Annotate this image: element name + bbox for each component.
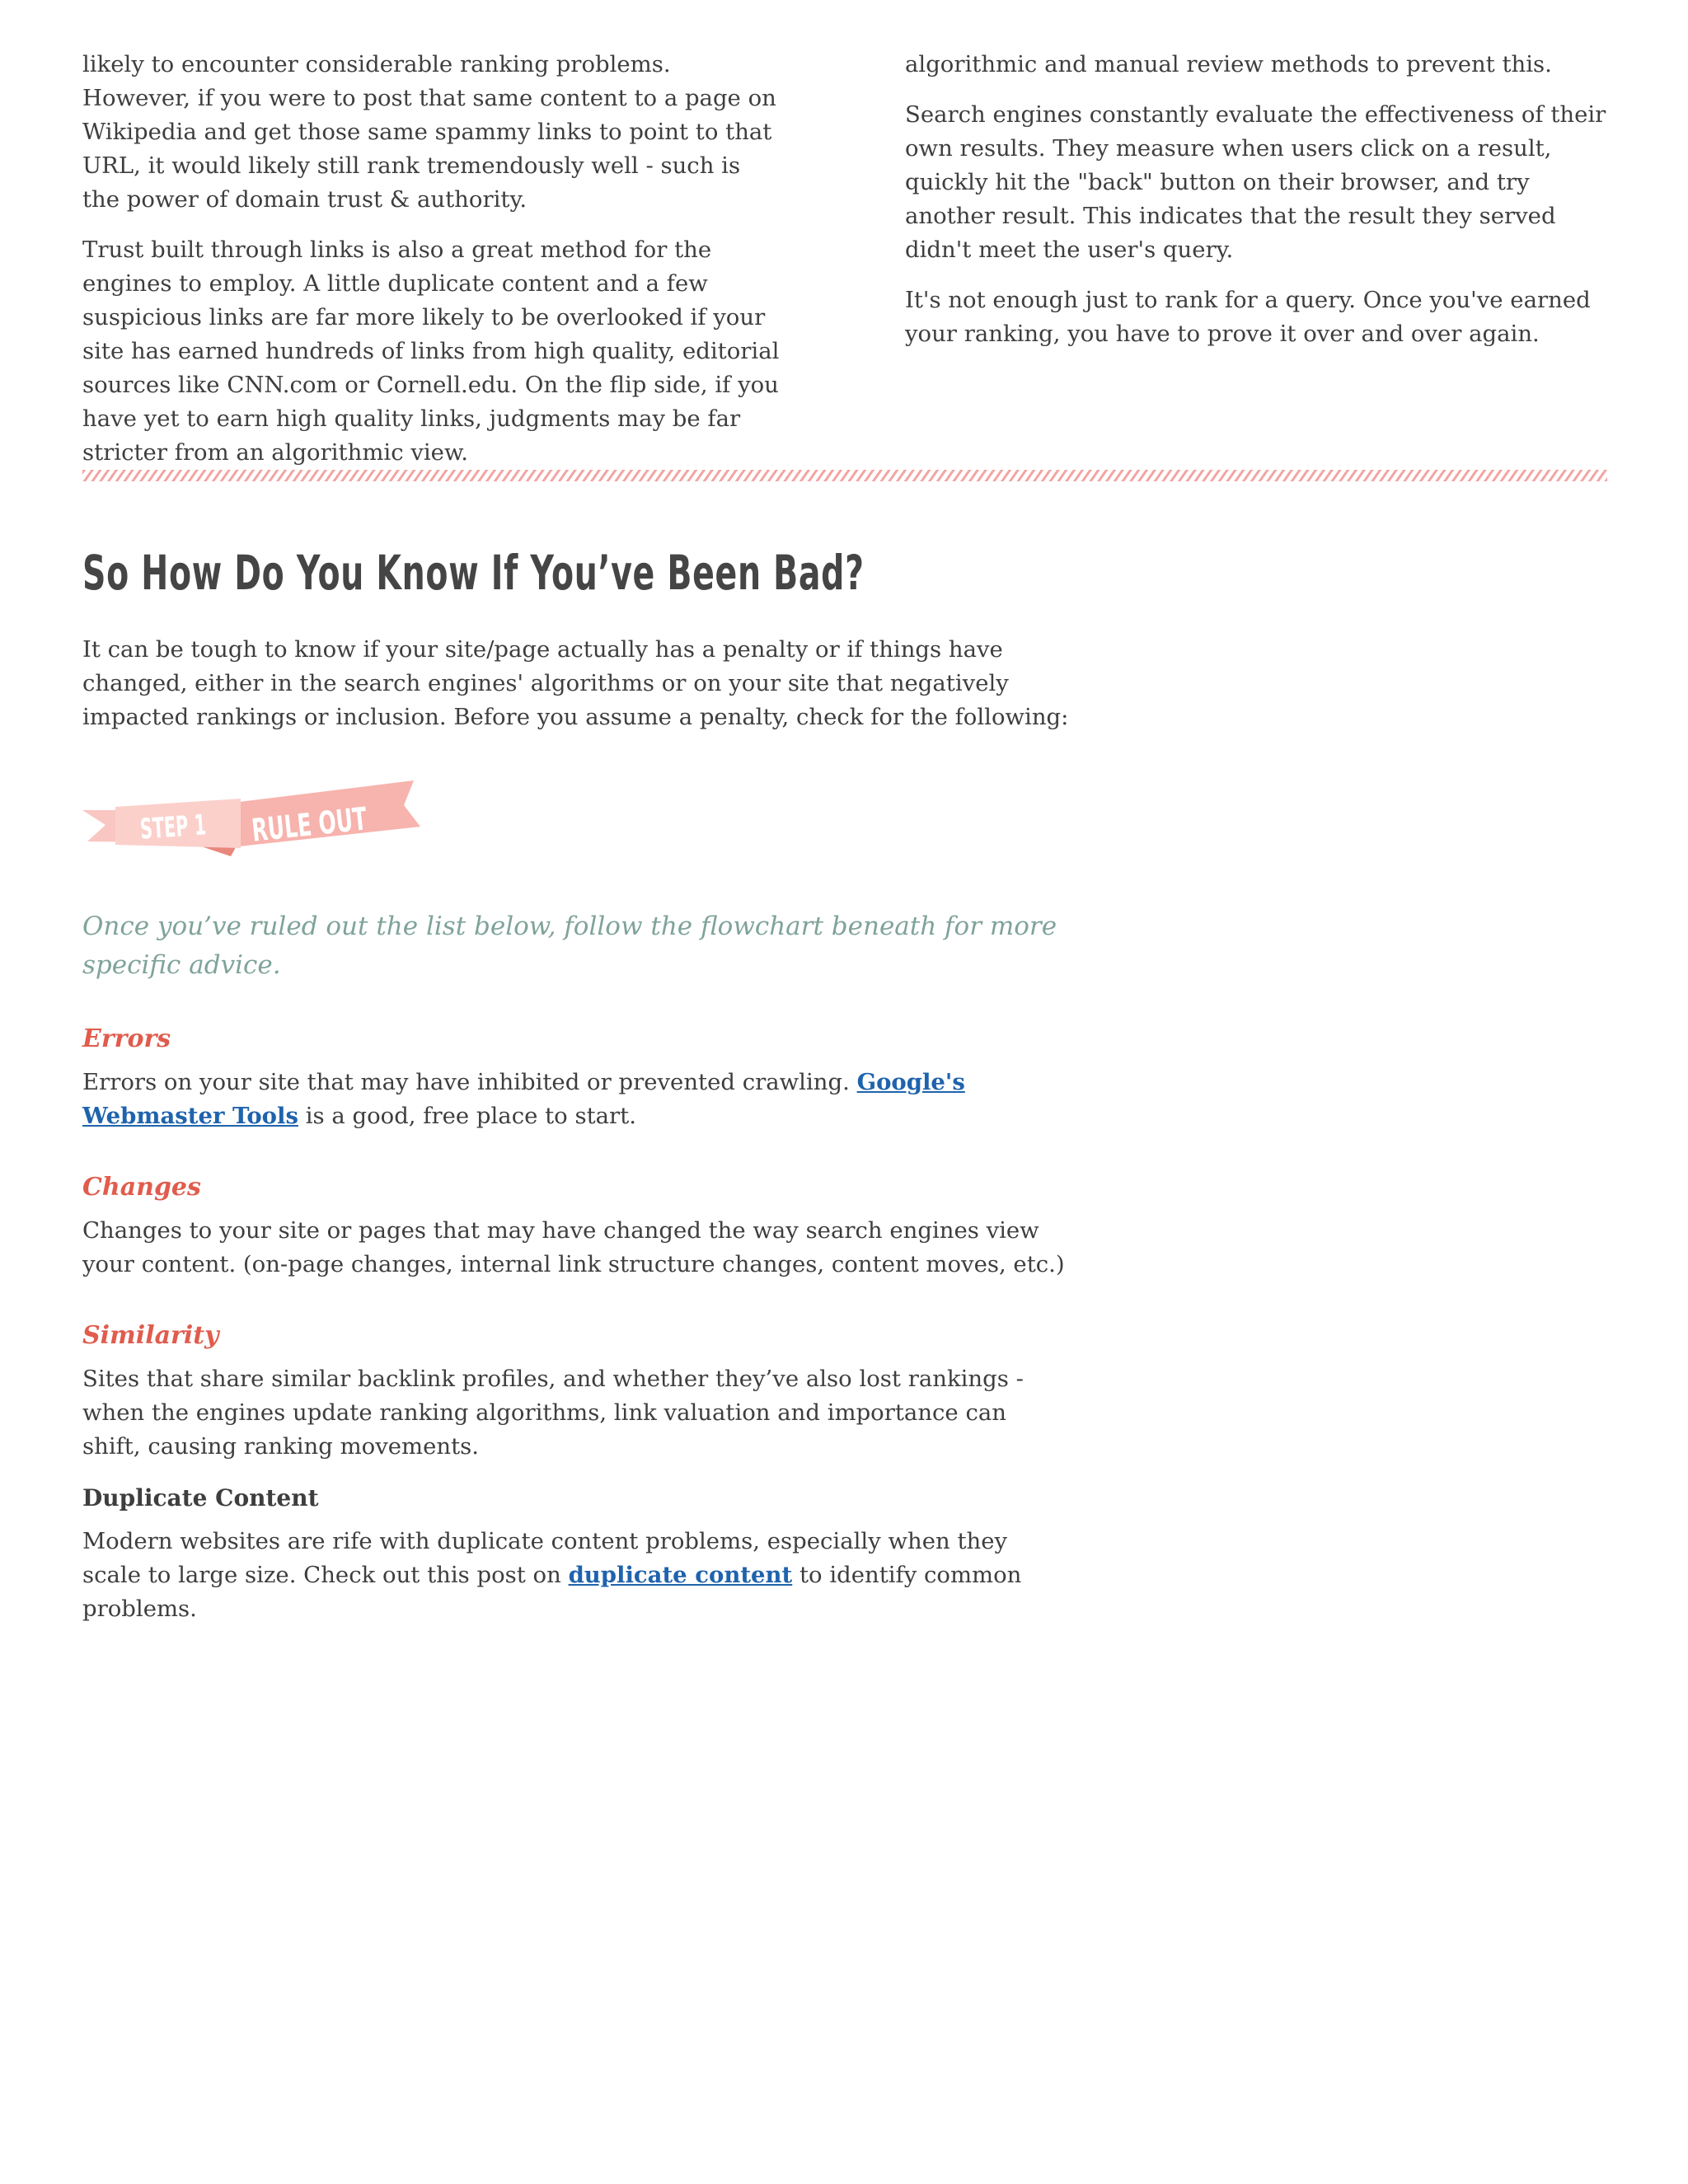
duplicate-content-link[interactable]: duplicate content — [568, 1562, 793, 1588]
left-paragraph-2: Trust built through links is also a great method for the engines to employ. A little duplicate content and a few suspicious links are far more likely to be overlooked if your site has earned hundreds of links from high quality, editorial sources like CNN.com or Cornell.edu. On the flip side, if you have yet to earn high quality links, judgments may be far stricter from an algorithmic view. — [82, 237, 780, 466]
ribbon-step-text: STEP 1 — [138, 805, 250, 846]
striped-divider — [82, 470, 1607, 481]
changes-paragraph: Changes to your site or pages that may have changed the way search engines view your content. (on-page changes, internal link structure changes, content moves, etc.) — [82, 1217, 1065, 1277]
section-heading: So How Do You Know If You’ve Been Bad? — [82, 545, 865, 601]
two-column-text — [82, 48, 1607, 486]
errors-text: Errors on your site that may have inhibited or prevented crawling. — [82, 1069, 857, 1095]
duplicate-text-end: to identify common problems. — [82, 1562, 1022, 1622]
section-intro: It can be tough to know if your site/page actually has a penalty or if things have changed, either in the search engines' algorithms or on your site that negatively impacted rankings or inclusion. Before you assume a penalty, check for the following: — [82, 636, 1069, 730]
callout-text: Once you’ve ruled out the list below, follow the flowchart beneath for more specific advice. — [82, 912, 1057, 980]
right-paragraph-3: It's not enough just to rank for a query. Once you've earned your ranking, you have to prove it over and over again. — [905, 287, 1591, 347]
errors-paragraph — [82, 1066, 1071, 1133]
errors-heading: Errors — [82, 1024, 171, 1053]
errors-text-end: is a good, free place to start. — [298, 1103, 636, 1129]
right-paragraph-2: Search engines constantly evaluate the effectiveness of their own results. They measure when users click on a result, quickly hit the "back" button on their browser, and try another result. This indicates that the result they served didn't meet the user's query. — [905, 101, 1606, 263]
left-column — [82, 48, 781, 486]
duplicate-content-heading: Duplicate Content — [82, 1484, 319, 1511]
step-1-ribbon-banner — [82, 777, 429, 876]
left-paragraph-1: likely to encounter considerable ranking problems. However, if you were to post that same content to a page on Wikipedia and get those same spammy links to point to that URL, it would likely still rank tremendously well - such is the power of domain trust & authority. — [82, 51, 776, 213]
penalty-section — [82, 527, 1071, 1626]
ribbon-label-text: RULE OUT — [250, 794, 429, 849]
similarity-paragraph: Sites that share similar backlink profiles, and whether they’ve also lost rankings - when the engines update ranking algorithms, link valuation and importance can shift, causing ranking movements. — [82, 1366, 1024, 1460]
webmaster-tools-link[interactable]: Google's Webmaster Tools — [82, 1069, 965, 1129]
changes-heading: Changes — [82, 1173, 201, 1202]
duplicate-text: Modern websites are rife with duplicate content problems, especially when they scale to large size. Check out this post on — [82, 1528, 1008, 1588]
right-paragraph-1: algorithmic and manual review methods to prevent this. — [905, 51, 1552, 77]
right-column — [905, 48, 1607, 486]
similarity-heading: Similarity — [82, 1321, 219, 1350]
duplicate-content-paragraph — [82, 1525, 1071, 1626]
